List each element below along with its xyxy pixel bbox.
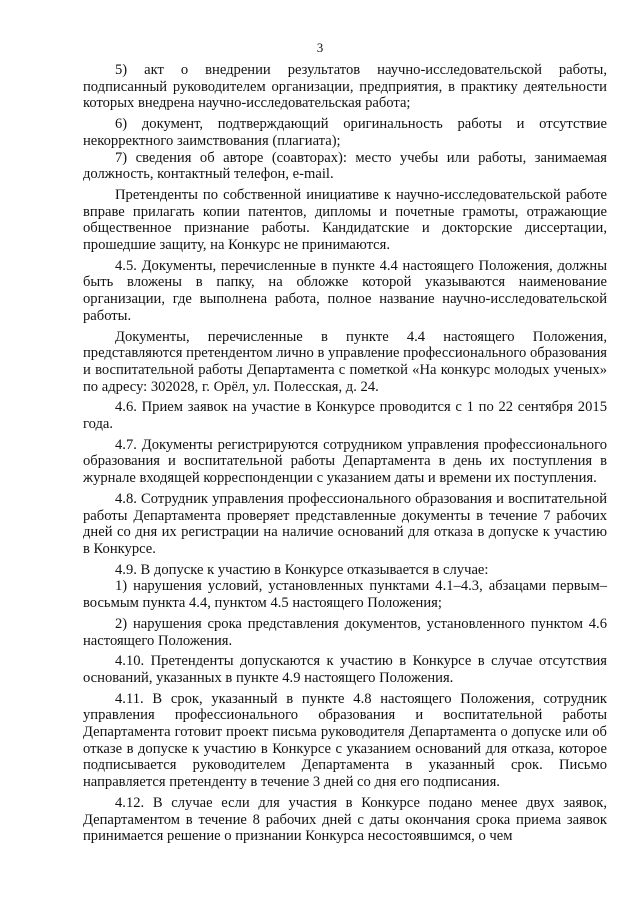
paragraph-item-6: 6) документ, подтверждающий оригинальность работы и отсутствие некорректного заимствования (плагиата); [83,116,607,149]
paragraph-item-5: 5) акт о внедрении результатов научно-исследовательской работы, подписанный руководителем организации, предприятия, в практику деятельности которых внедрена научно-исследовательская работа; [83,62,607,112]
paragraph-4-7: 4.7. Документы регистрируются сотрудником управления профессионального образования и воспитательной работы Департамента в день их поступления в журнале входящей корреспонденции с указанием даты и времени их поступления. [83,436,607,487]
paragraph-item-7: 7) сведения об авторе (соавторах): место учебы или работы, занимаемая должность, контактный телефон, e-mail. [83,149,607,183]
paragraph-4-12: 4.12. В случае если для участия в Конкурсе подано менее двух заявок, Департаментом в течение 8 рабочих дней с даты окончания срока приема заявок принимается решение о признании Конкурса несостоявшимся, о чем [83,794,607,845]
paragraph-4-10: 4.10. Претенденты допускаются к участию в Конкурсе в случае отсутствия оснований, указанных в пункте 4.9 настоящего Положения. [83,653,607,686]
paragraph-4-9-item-1: 1) нарушения условий, установленных пунктами 4.1–4.3, абзацами первым–восьмым пункта 4.4, пунктом 4.5 настоящего Положения; [83,578,607,612]
paragraph-4-11: 4.11. В срок, указанный в пункте 4.8 настоящего Положения, сотрудник управления профессионального образования и воспитательной работы Департамента готовит проект письма руководителя Департамента о допуске или об отказе в допуске к участию в Конкурсе с указанием оснований для отказа, которое подписывается руководителем Департамента в указанный срок. Письмо направляется претенденту в течение 3 дней со дня его подписания. [83,690,607,791]
paragraph-documents-submission: Документы, перечисленные в пункте 4.4 настоящего Положения, представляются претендентом лично в управление профессионального образования и воспитательной работы Департамента с пометкой «На конкурс молодых ученых» по адресу: 302028, г. Орёл, ул. Полесская, д. 24. [83,328,607,395]
paragraph-own-initiative: Претенденты по собственной инициативе к научно-исследовательской работе вправе прилагать копии патентов, дипломы и почетные грамоты, отражающие общественное признание работы. Кандидатские и докторские диссертации, прошедшие защиту, на Конкурс не принимаются. [83,186,607,254]
paragraph-4-8: 4.8. Сотрудник управления профессионального образования и воспитательной работы Департамента проверяет представленные документы в течение 7 рабочих дней со дня их регистрации на наличие оснований для отказа в допуске к участию в Конкурсе. [83,490,607,557]
paragraph-4-5: 4.5. Документы, перечисленные в пункте 4.4 настоящего Положения, должны быть вложены в папку, на обложке которой указываются наименование организации, где выполнена работа, полное название научно-исследовательской работы. [83,257,607,324]
document-body [83,62,607,849]
paragraph-4-9-item-2: 2) нарушения срока представления документов, установленного пунктом 4.6 настоящего Положения. [83,615,607,649]
page-number: 3 [316,40,324,55]
paragraph-4-6: 4.6. Прием заявок на участие в Конкурсе проводится с 1 по 22 сентября 2015 года. [83,399,607,433]
paragraph-4-9: 4.9. В допуске к участию в Конкурсе отказывается в случае: [115,561,489,578]
